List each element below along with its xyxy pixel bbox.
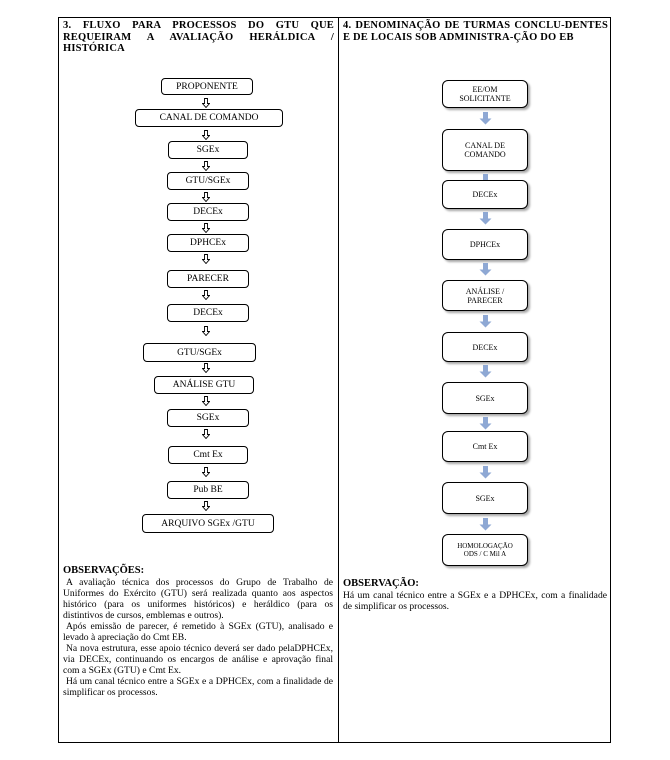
box-line-2: ODS / C Mil A: [463, 550, 507, 558]
flow-box-sgex: SGEx: [168, 141, 248, 159]
observation-paragraph: Após emissão de parecer, é remetido à SGEx (GTU), analisado e levado à apreciação do Cmt EB.: [63, 621, 333, 643]
document-table: [58, 17, 611, 743]
down-arrow-icon: [479, 417, 492, 430]
box-line-1: DPHCEx: [469, 240, 501, 249]
down-arrow-icon: [479, 112, 492, 125]
down-arrow-icon: [479, 518, 492, 531]
flow-box-pub-be: Pub BE: [167, 481, 249, 499]
down-arrow-icon: [202, 192, 210, 202]
box-line-1: DECEx: [472, 342, 498, 352]
flow-box-arquivo: ARQUIVO SGEx /GTU: [142, 514, 274, 533]
flow-box-canal-de-comando: CANAL DE COMANDO: [135, 109, 283, 127]
down-arrow-icon: [479, 466, 492, 479]
observation-paragraph: A avaliação técnica dos processos do Grupo de Trabalho de Uniformes do Exército (GTU) será realizada quanto aos aspectos histórico (para os uniformes históricos) e heráldico (para os distintivos de cursos, emblemas e outros).: [63, 577, 333, 621]
down-arrow-icon: [202, 290, 210, 300]
box-line-1: DECEx: [472, 190, 498, 199]
down-arrow-icon: [202, 254, 210, 264]
flow-box-cmt-ex: [442, 431, 528, 462]
flow-box-gtu-sgex: GTU/SGEx: [167, 172, 249, 190]
flow-box-sgex-2: SGEx: [167, 409, 249, 427]
box-line-2: SOLICITANTE: [459, 94, 511, 103]
box-line-1: Cmt Ex: [472, 442, 498, 451]
flow-box-canal-de-comando: [442, 129, 528, 171]
down-arrow-icon: [202, 223, 210, 233]
flow-box-ee-om-solicitante: [442, 80, 528, 108]
flow-box-decex-2: DECEx: [167, 304, 249, 322]
flow-box-sgex: [442, 382, 528, 414]
flow-box-decex: [442, 180, 528, 209]
box-line-1: EE/OM: [472, 85, 498, 94]
left-heading: 3. FLUXO PARA PROCESSOS DO GTU QUE REQUEIRAM A AVALIAÇÃO HERÁLDICA / HISTÓRICA: [63, 20, 334, 54]
down-arrow-icon: [202, 429, 210, 439]
flow-box-dphcex: [442, 229, 528, 260]
right-column: [339, 18, 612, 742]
box-line-1: ANÁLISE /: [465, 286, 505, 296]
observation-paragraph: Na nova estrutura, esse apoio técnico deverá ser dado pelaDPHCEx, via DECEx, continuando os encargos de análise e aprovação final com a SGEx (GTU) e Cmt Ex.: [63, 643, 333, 676]
box-line-1: SGEx: [475, 393, 495, 403]
down-arrow-icon: [202, 467, 210, 477]
down-arrow-icon: [202, 501, 210, 511]
down-arrow-icon: [202, 363, 210, 373]
right-observation-text: Há um canal técnico entre a SGEx e a DPHCEx, com a finalidade de simplificar os processos.: [343, 590, 607, 612]
down-arrow-icon: [479, 365, 492, 378]
flow-box-parecer: PARECER: [167, 270, 249, 288]
down-arrow-icon: [202, 130, 210, 140]
box-line-1: CANAL DE: [465, 141, 505, 150]
down-arrow-icon: [202, 161, 210, 171]
flow-box-dphcex: DPHCEx: [167, 234, 249, 252]
left-observations-title: OBSERVAÇÕES:: [63, 565, 145, 576]
left-observations-text: [63, 577, 333, 698]
left-column: [59, 18, 338, 742]
right-heading: 4. DENOMINAÇÃO DE TURMAS CONCLU-DENTES E DE LOCAIS SOB ADMINISTRA-ÇÃO DO EB: [343, 20, 608, 43]
box-line-2: PARECER: [467, 295, 503, 305]
box-line-2: COMANDO: [464, 150, 506, 159]
flow-box-proponente: PROPONENTE: [161, 78, 253, 95]
flow-box-analise-parecer: [442, 280, 528, 311]
flow-box-decex-2: [442, 332, 528, 362]
down-arrow-icon: [479, 212, 492, 225]
flow-box-homologacao: [442, 534, 528, 566]
flow-box-decex: DECEx: [167, 203, 249, 221]
observation-paragraph: Há um canal técnico entre a SGEx e a DPHCEx, com a finalidade de simplificar os processos.: [63, 676, 333, 698]
flow-box-cmt-ex: Cmt Ex: [168, 446, 248, 464]
box-line-1: SGEx: [475, 493, 495, 503]
down-arrow-icon: [202, 326, 210, 336]
flow-box-sgex-2: [442, 482, 528, 514]
down-arrow-icon: [479, 315, 492, 328]
down-arrow-icon: [202, 396, 210, 406]
down-arrow-icon: [202, 98, 210, 108]
flow-box-analise-gtu: ANÁLISE GTU: [154, 376, 254, 394]
box-line-1: HOMOLOGAÇÃO: [457, 542, 513, 550]
flow-box-gtu-sgex-2: GTU/SGEx: [143, 343, 256, 362]
down-arrow-icon: [479, 263, 492, 276]
right-observation-title: OBSERVAÇÃO:: [343, 578, 419, 589]
